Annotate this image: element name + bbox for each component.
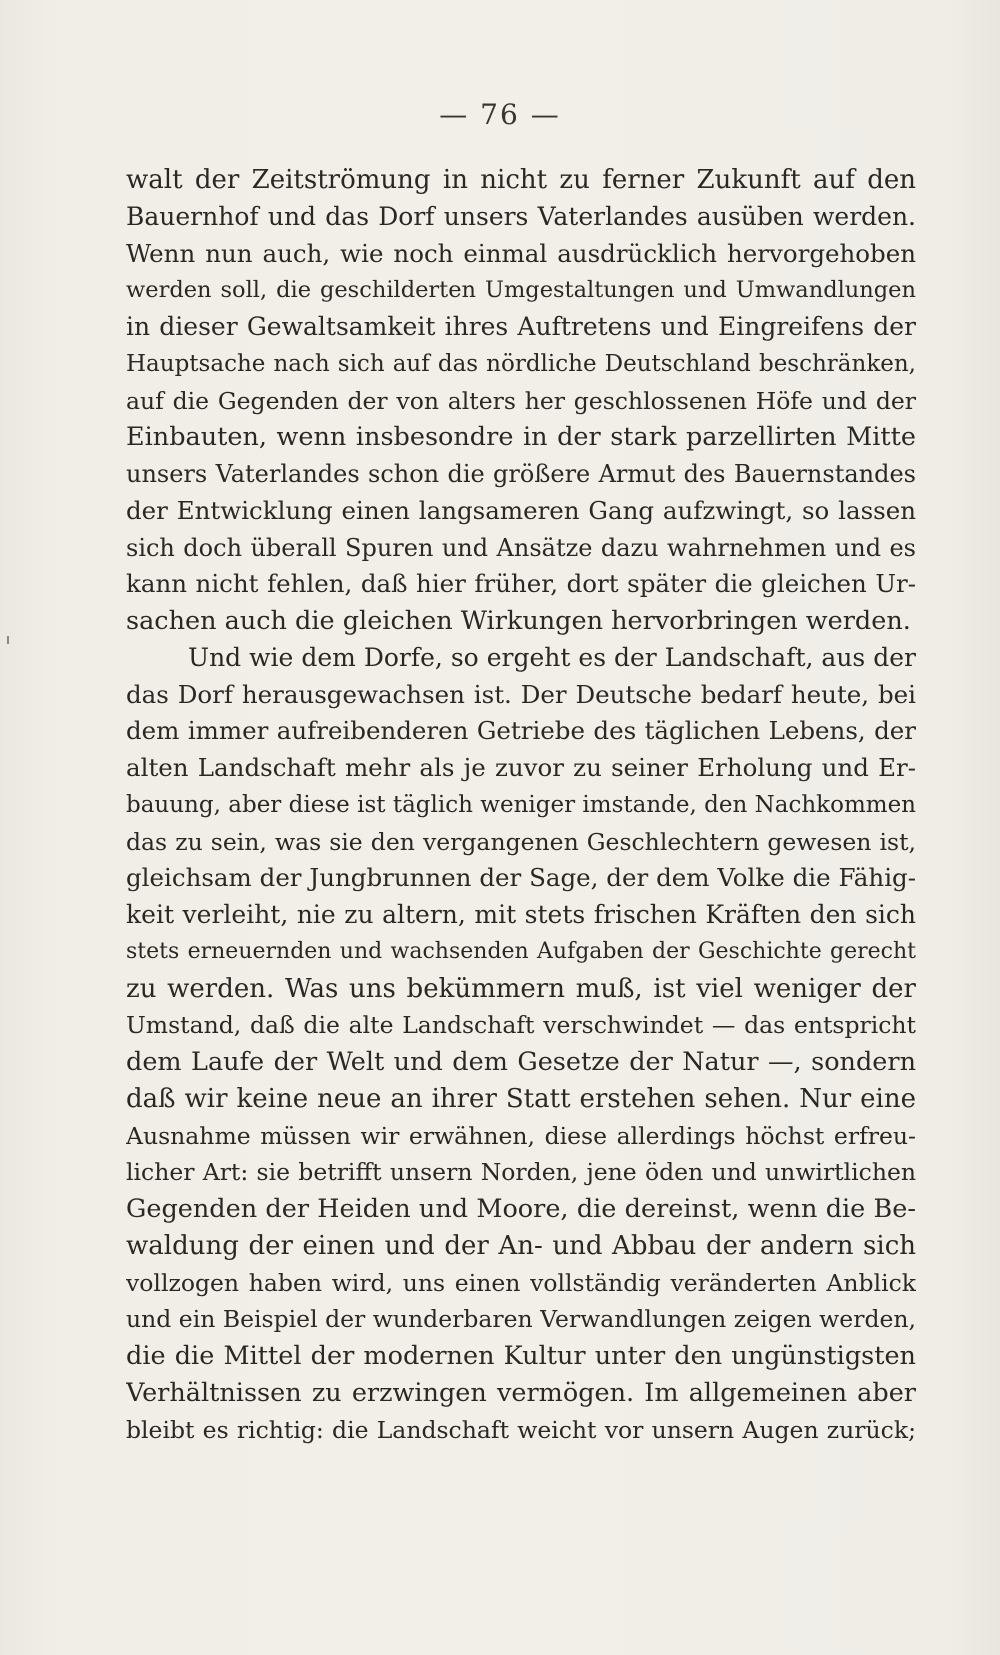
text-line: Gegenden der Heiden und Moore, die dereinst, wenn die Be- bbox=[126, 1194, 916, 1224]
text-line: in dieser Gewaltsamkeit ihres Auftretens und Eingreifens der bbox=[126, 312, 916, 341]
text-line: die die Mittel der modernen Kultur unter den ungünstigsten bbox=[126, 1341, 916, 1371]
text-line: Und wie dem Dorfe, so ergeht es der Landschaft, aus der bbox=[188, 642, 916, 672]
text-line: keit verleiht, nie zu altern, mit stets frischen Kräften den sich bbox=[126, 900, 916, 929]
text-line: Hauptsache nach sich auf das nördliche Deutschland beschränken, bbox=[126, 350, 916, 377]
text-line: walt der Zeitströmung in nicht zu ferner Zukunft auf den bbox=[126, 165, 916, 195]
text-line: alten Landschaft mehr als je zuvor zu seiner Erholung und Er- bbox=[126, 753, 916, 782]
text-line: stets erneuernden und wachsenden Aufgaben der Geschichte gerecht bbox=[126, 938, 916, 964]
text-line: kann nicht fehlen, daß hier früher, dort später die gleichen Ur- bbox=[126, 569, 916, 599]
text-line: das zu sein, was sie den vergangenen Geschlechtern gewesen ist, bbox=[126, 827, 916, 856]
text-line: vollzogen haben wird, uns einen vollständig veränderten Anblick bbox=[126, 1268, 916, 1297]
text-line: dem Laufe der Welt und dem Gesetze der Natur —, sondern bbox=[126, 1047, 916, 1077]
text-line: bauung, aber diese ist täglich weniger imstande, den Nachkommen bbox=[126, 791, 916, 818]
text-line: Verhältnissen zu erzwingen vermögen. Im allgemeinen aber bbox=[126, 1377, 916, 1408]
text-line: Bauernhof und das Dorf unsers Vaterlandes ausüben werden. bbox=[126, 201, 916, 231]
text-line: unsers Vaterlandes schon die größere Armut des Bauernstandes bbox=[126, 460, 916, 488]
text-line: werden soll, die geschilderten Umgestaltungen und Umwandlungen bbox=[126, 277, 916, 304]
text-line: gleichsam der Jungbrunnen der Sage, der dem Volke die Fähig- bbox=[126, 863, 916, 893]
text-line: Ausnahme müssen wir erwähnen, diese allerdings höchst erfreu- bbox=[126, 1121, 916, 1150]
text-line: Einbauten, wenn insbesondre in der stark parzellirten Mitte bbox=[126, 422, 916, 453]
text-line: auf die Gegenden der von alters her geschlossenen Höfe und der bbox=[126, 386, 916, 415]
body-text bbox=[126, 162, 916, 1448]
text-line: zu werden. Was uns bekümmern muß, ist viel weniger der bbox=[126, 973, 916, 1004]
text-line: sachen auch die gleichen Wirkungen hervorbringen werden. bbox=[126, 606, 911, 636]
text-line: waldung der einen und der An- und Abbau der andern sich bbox=[126, 1230, 916, 1261]
text-line: und ein Beispiel der wunderbaren Verwandlungen zeigen werden, bbox=[126, 1305, 916, 1334]
text-line: Umstand, daß die alte Landschaft verschwindet — das entspricht bbox=[126, 1011, 916, 1040]
page-number: — 76 — bbox=[439, 98, 561, 131]
text-line: dem immer aufreibenderen Getriebe des täglichen Lebens, der bbox=[126, 716, 916, 746]
text-line: der Entwicklung einen langsameren Gang aufzwingt, so lassen bbox=[126, 495, 916, 525]
text-line: Wenn nun auch, wie noch einmal ausdrücklich hervorgehoben bbox=[126, 238, 916, 268]
text-line: bleibt es richtig: die Landschaft weicht vor unsern Augen zurück; bbox=[126, 1415, 916, 1444]
text-line: licher Art: sie betrifft unsern Norden, jene öden und unwirtlichen bbox=[126, 1158, 916, 1187]
text-line: das Dorf herausgewachsen ist. Der Deutsche bedarf heute, bei bbox=[126, 679, 916, 709]
text-line: sich doch überall Spuren und Ansätze dazu wahrnehmen und es bbox=[126, 533, 916, 562]
margin-speck bbox=[7, 636, 9, 644]
text-line: daß wir keine neue an ihrer Statt erstehen sehen. Nur eine bbox=[126, 1083, 916, 1114]
